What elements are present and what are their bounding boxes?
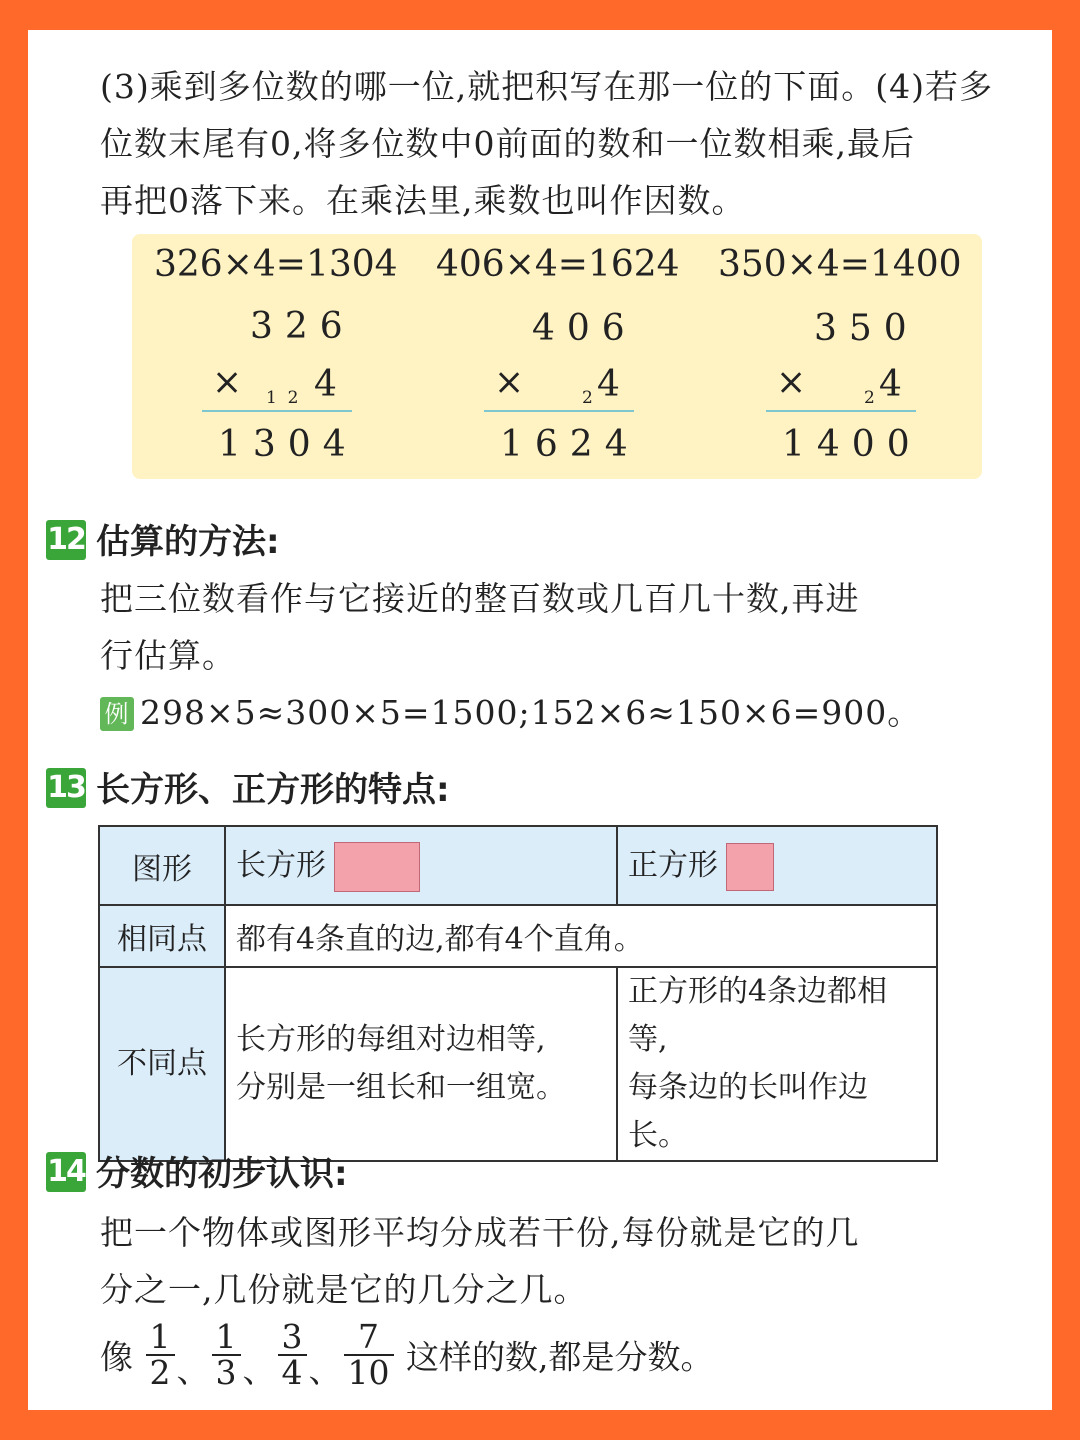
cell-line: 分别是一组长和一组宽。 — [236, 1070, 566, 1105]
multiplier: 4 — [879, 364, 902, 405]
square-difference-cell — [617, 967, 937, 1161]
rectangle-shape — [334, 842, 420, 892]
vertical-rule — [484, 410, 634, 412]
fraction-tail-text: 这样的数,都是分数。 — [406, 1337, 714, 1377]
page — [28, 30, 1052, 1410]
body-line: 行估算。 — [100, 636, 236, 675]
vertical-rule — [766, 410, 916, 412]
numerator: 1 — [149, 1317, 171, 1356]
numerator: 3 — [281, 1317, 303, 1356]
fraction — [146, 1317, 175, 1392]
shape-features-table — [98, 825, 938, 1162]
intro-line: 位数末尾有0,将多位数中0前面的数和一位数相乘,最后 — [100, 124, 915, 163]
denominator: 2 — [146, 1354, 175, 1390]
rectangle-cell — [225, 826, 617, 905]
carry-digits: 2 — [864, 388, 875, 408]
numerator: 1 — [215, 1317, 237, 1356]
vertical-result: 1400 — [782, 424, 922, 465]
denominator: 3 — [212, 1354, 241, 1390]
separator: 、 — [308, 1351, 342, 1390]
numerator: 7 — [358, 1317, 379, 1356]
body-line: 分之一,几份就是它的几分之几。 — [100, 1270, 588, 1309]
example-equation: 406×4=1624 — [436, 244, 680, 285]
vertical-result: 1304 — [218, 424, 358, 465]
example-line — [100, 684, 1030, 741]
section-number-badge: 12 — [46, 520, 86, 560]
fraction — [278, 1317, 307, 1392]
intro-paragraph — [100, 58, 1030, 229]
carry-digits: 1 2 — [266, 388, 299, 408]
separator: 、 — [176, 1351, 210, 1390]
section-number-badge: 13 — [46, 768, 86, 808]
same-points-cell: 都有4条直的边,都有4个直角。 — [225, 905, 937, 967]
section-13-heading — [46, 768, 450, 812]
section-14-body — [100, 1204, 1030, 1318]
section-title: 估算的方法: — [96, 522, 280, 562]
body-line: 把一个物体或图形平均分成若干份,每份就是它的几 — [100, 1213, 860, 1252]
denominator: 4 — [278, 1354, 307, 1390]
example-text: 298×5≈300×5=1500;152×6≈150×6=900。 — [140, 693, 922, 732]
separator: 、 — [242, 1351, 276, 1390]
cell-line: 每条边的长叫作边长。 — [628, 1070, 868, 1153]
square-label: 正方形 — [628, 848, 718, 883]
example-equation: 350×4=1400 — [718, 244, 962, 285]
multiplier: 4 — [597, 364, 620, 405]
section-title: 分数的初步认识: — [96, 1154, 348, 1194]
row-header: 图形 — [99, 826, 225, 905]
row-header: 相同点 — [99, 905, 225, 967]
section-title: 长方形、正方形的特点: — [96, 770, 450, 810]
vertical-top-number: 326 — [250, 306, 355, 347]
fraction-examples — [100, 1317, 714, 1392]
square-cell — [617, 826, 937, 905]
vertical-top-number: 350 — [814, 308, 919, 349]
intro-line: (3)乘到多位数的哪一位,就把积写在那一位的下面。(4)若多 — [100, 67, 993, 106]
multiply-sign: × — [212, 362, 243, 403]
fraction — [212, 1317, 241, 1392]
intro-line: 再把0落下来。在乘法里,乘数也叫作因数。 — [100, 181, 746, 220]
cell-line: 正方形的4条边都相等, — [628, 974, 888, 1057]
example-equation: 326×4=1304 — [154, 244, 398, 285]
table-row — [99, 967, 937, 1161]
row-header: 不同点 — [99, 967, 225, 1161]
like-word: 像 — [100, 1337, 133, 1377]
multiplier: 4 — [314, 364, 337, 405]
section-12-body — [100, 570, 1030, 741]
multiply-sign: × — [494, 362, 525, 403]
section-14-heading — [46, 1152, 348, 1196]
section-number-badge: 14 — [46, 1152, 86, 1192]
body-line: 把三位数看作与它接近的整百数或几百几十数,再进 — [100, 579, 860, 618]
fraction — [344, 1317, 394, 1392]
vertical-result: 1624 — [500, 424, 640, 465]
denominator: 10 — [344, 1354, 394, 1390]
table-row — [99, 826, 937, 905]
rectangle-label: 长方形 — [236, 847, 326, 883]
cell-line: 长方形的每组对边相等, — [236, 1022, 546, 1057]
multiply-sign: × — [776, 362, 807, 403]
carry-digits: 2 — [582, 388, 593, 408]
vertical-top-number: 406 — [532, 308, 637, 349]
section-12-heading — [46, 520, 280, 564]
rectangle-difference-cell — [225, 967, 617, 1161]
multiplication-example-box — [132, 234, 982, 479]
table-row — [99, 905, 937, 967]
example-badge: 例 — [100, 697, 134, 731]
vertical-rule — [202, 410, 352, 412]
square-shape — [726, 843, 774, 891]
